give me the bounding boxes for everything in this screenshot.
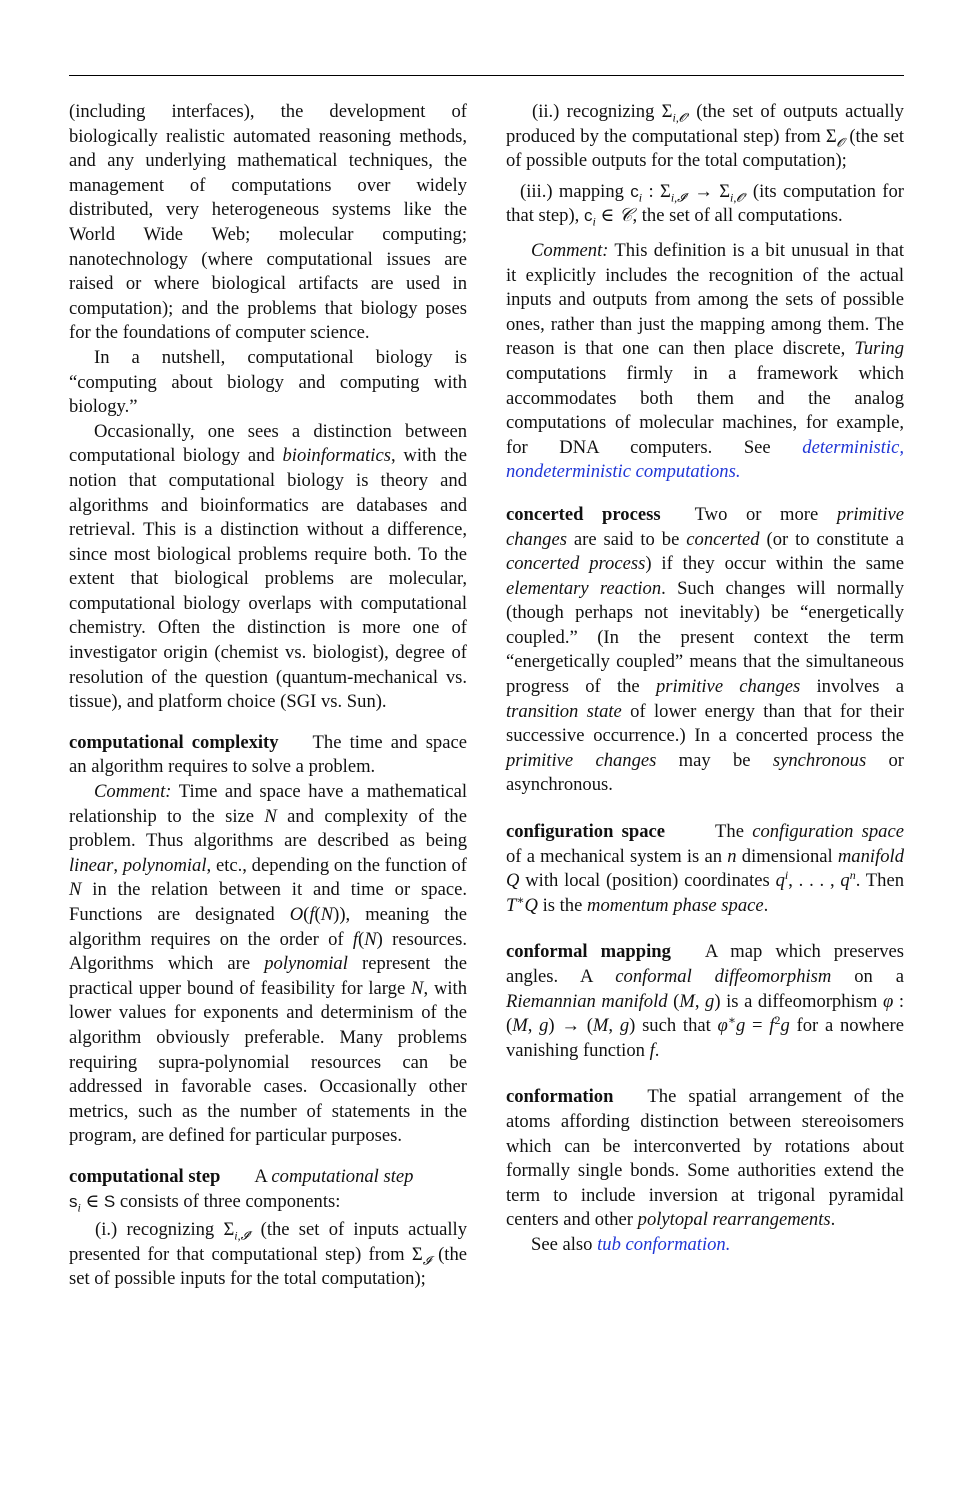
bioinformatics-term: bioinformatics — [282, 445, 391, 467]
conformation-see-also: See also tub conformation. — [531, 1233, 731, 1255]
step-item-ii: (ii.) recognizing $\Sigma_{i,𝓞'}$ (the set of outputs actually produced by the computational step) from $\Sigma_𝓞$ (the set of possible outputs for the total computation); — [506, 101, 905, 172]
intro-paragraph-3: Occasionally, one sees a distinction between computational biology and bioinformatics, with the notion that computational biology is theory and algorithms and bioinformatics are databases and retrieval. This is a distinction without a difference, since most biological problems require both. To the extent that biological problems are molecular, computational biology overlaps with computational chemistry. Often the distinction is more one of investigator origin (chemist vs. biologist), degree of resolution of the question (quantum-mechanical vs. tissue), and platform choice (SGI vs. Sun). — [69, 420, 468, 713]
step-comment: Comment: This definition is a bit unusual in that it explicitly includes the recognition of the actual inputs and outputs from among the sets of possible ones, rather than just the mapping among them. The reason is that one can then place discrete, Turing computations firmly in a framework which accommodates both them and the analog computations of molecular machines, for example, for DNA computers. See deterministic, nondeterministic computations. — [506, 239, 904, 483]
entry-term: computational step — [69, 1165, 221, 1187]
entry-term: computational complexity — [69, 731, 279, 753]
step-item-iii: (iii.) mapping $c_i$ : $\Sigma_{i,𝓘'} \to \Sigma_{i,𝓞'}$ (its computation for that step), $c_i$ ∈ 𝒞, the set of all computations. — [506, 180, 904, 230]
intro-paragraph-1: (including interfaces), the development of biologically realistic automated reasoning methods, and any underlying mathematical techniques, the management of computations over widely distributed, very heterogeneous systems like the World Wide Web; molecular computing; nanotechnology (where computational issues are raised or where biological artifacts are used in computation); and the problems that biology poses for the foundations of computer science. — [69, 101, 467, 344]
entry-computational-step: computational step A computational step $s_i$ ∈ S consists of three components: — [69, 1165, 414, 1215]
entry-concerted-process: concerted process Two or more primitive changes are said to be concerted (or to constitute a concerted process) if they occur within the same elementary reaction. Such changes will normally (though perhaps not inevitably) be “energetically coupled.” (In the present context the term “energetically coupled” means that the simultaneous progress of the primitive changes involves a transition state of lower energy than that for their successive occurrence.) In a concerted process the primitive changes may be synchronous or asynchronous. — [506, 503, 905, 796]
entry-conformation: conformation The spatial arrangement of the atoms affording distinction between stereoisomers which can be interconverted by rotations about formally single bonds. Some authorities extend the term to include inversion at trigonal pyramidal centers and other polytopal rearrangements. — [506, 1086, 904, 1231]
intro-paragraph-2: In a nutshell, computational biology is “computing about biology and computing with biology.” — [69, 346, 467, 418]
entry-term: concerted process — [506, 503, 661, 525]
entry-computational-complexity: computational complexity The time and space an algorithm requires to solve a problem. — [69, 731, 467, 778]
complexity-comment: Comment: Time and space have a mathematical relationship to the size N and complexity of the problem. Thus algorithms are described as being linear, polynomial, etc., depending on the function of N in the relation between it and time or space. Functions are designated O(f(N)), meaning the algorithm requires on the order of f(N) resources. Algorithms which are polynomial represent the practical upper bound of feasibility for large N, with lower values for exponents and determinism of the algorithm obviously preferable. Many problems requiring supra-polynomial resources can be addressed in favorable cases. Occasionally other metrics, such as the number of statements in the program, are defined for particular purposes. — [69, 781, 467, 1147]
entry-term: conformation — [506, 1086, 614, 1108]
entry-term: conformal mapping — [506, 941, 671, 963]
header-rule — [69, 75, 904, 76]
entry-conformal-mapping: conformal mapping A map which preserves angles. A conformal diffeomorphism on a Riemannian manifold (M, g) is a diffeomorphism φ : (M, g) → (M, g) such that $\varphi^∗g = f^2g$ for a nowhere vanishing function f. — [506, 941, 905, 1061]
right-column — [506, 100, 904, 1258]
link-tub-conformation[interactable]: tub conformation. — [597, 1233, 731, 1255]
link-deterministic-computations[interactable]: deterministic, nondeterministic computations. — [506, 436, 904, 483]
step-item-i: (i.) recognizing $\Sigma_{i,𝓘'}$ (the set of inputs actually presented for that computational step) from $\Sigma_𝓘$ (the set of possible inputs for the total computation); — [69, 1219, 467, 1290]
entry-term: configuration space — [506, 821, 666, 843]
entry-configuration-space: configuration space The configuration space of a mechanical system is an n dimensional manifold Q with local (position) coordinates $q^i$, . . . , $q^n$. Then T∗Q is the momentum phase space. — [506, 821, 905, 916]
left-column — [69, 100, 467, 1292]
